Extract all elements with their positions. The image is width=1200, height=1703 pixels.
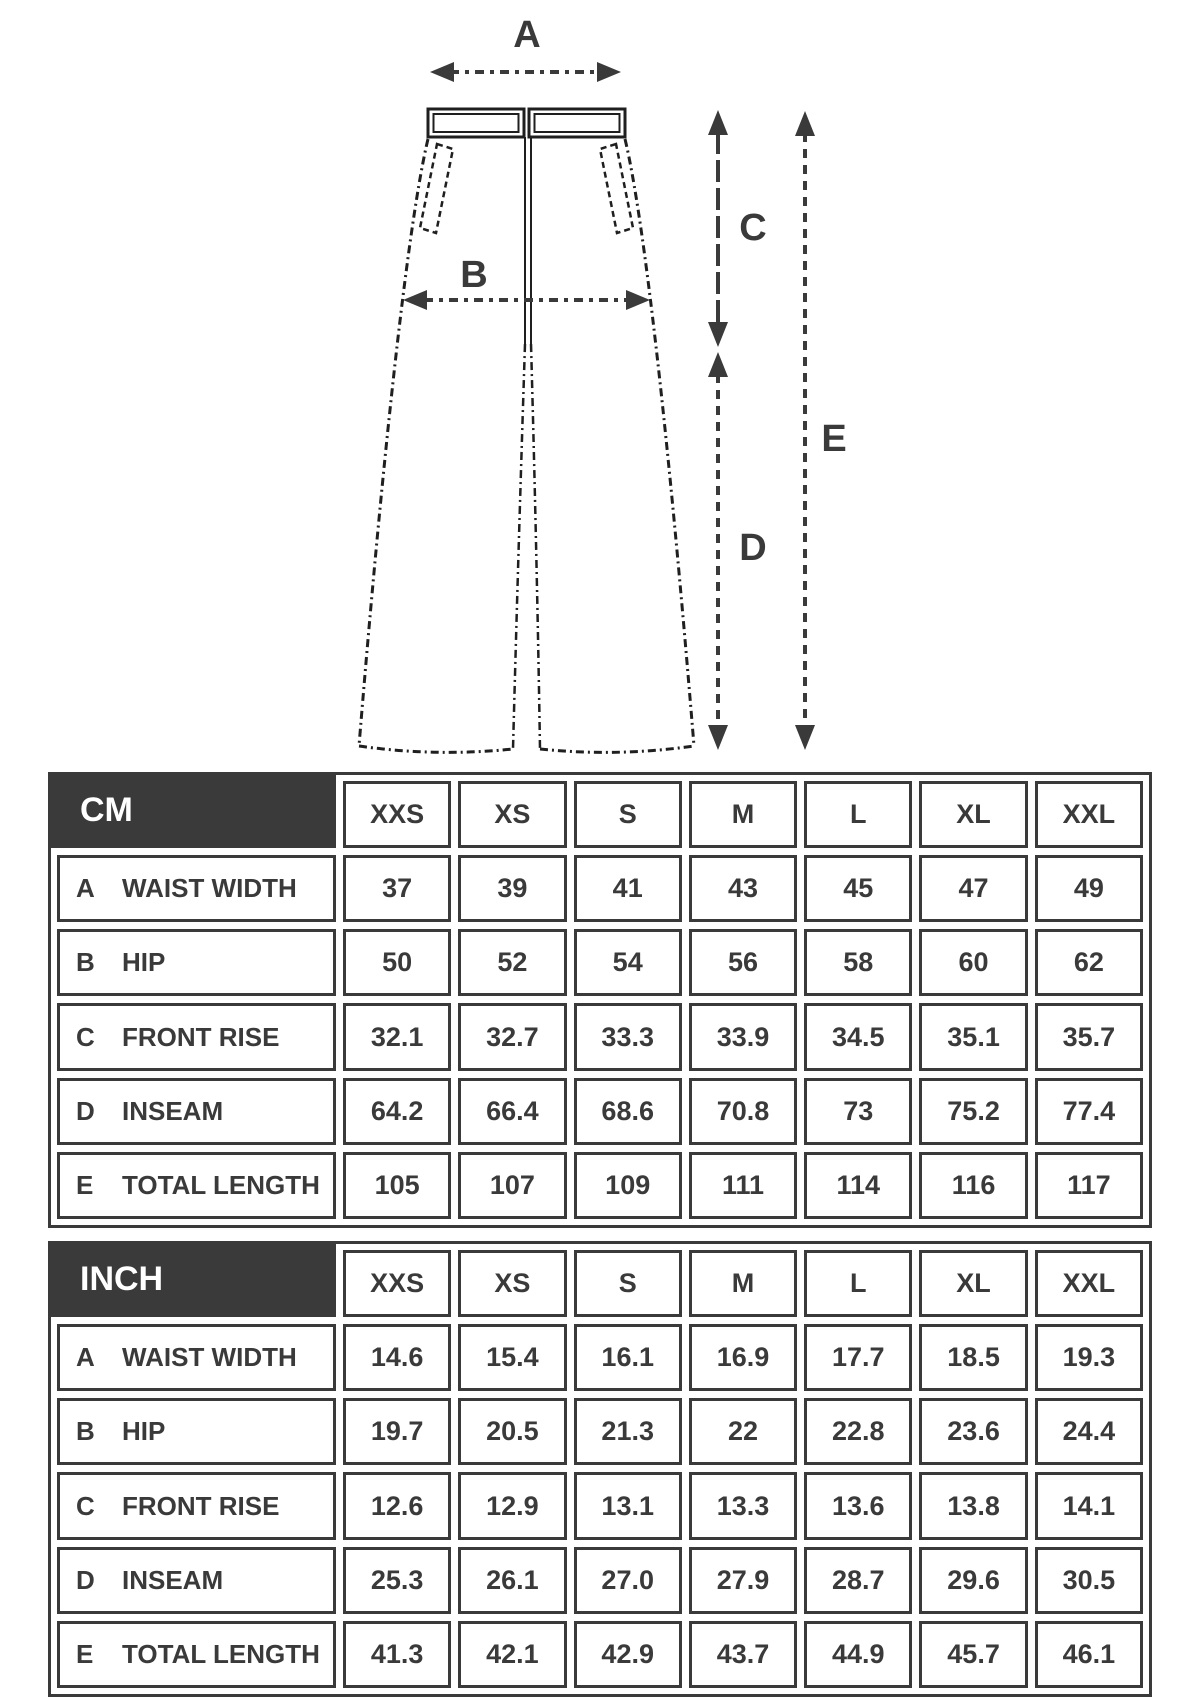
label-a: A — [513, 14, 541, 56]
size-header: XXS — [343, 781, 451, 848]
measure-arrow-e — [795, 111, 847, 750]
value-cell: 13.6 — [804, 1472, 912, 1539]
value-cell: 24.4 — [1035, 1398, 1143, 1465]
value-cell: 35.1 — [919, 1003, 1027, 1070]
row-label-hip — [57, 1398, 336, 1465]
value-cell: 73 — [804, 1078, 912, 1145]
measure-key: D — [76, 1564, 95, 1595]
value-cell: 47 — [919, 855, 1027, 922]
value-cell: 39 — [458, 855, 566, 922]
measure-key: A — [76, 1342, 95, 1373]
size-header: XS — [458, 1250, 566, 1317]
value-cell: 109 — [574, 1152, 682, 1219]
measure-name: WAIST WIDTH — [122, 1342, 297, 1373]
size-header: S — [574, 1250, 682, 1317]
size-header: XL — [919, 1250, 1027, 1317]
size-header: XXL — [1035, 1250, 1143, 1317]
waistband — [428, 109, 625, 137]
value-cell: 16.1 — [574, 1324, 682, 1391]
value-cell: 77.4 — [1035, 1078, 1143, 1145]
value-cell: 58 — [804, 929, 912, 996]
pants-measurement-diagram — [0, 0, 1200, 762]
measure-key: E — [76, 1169, 94, 1200]
measure-name: TOTAL LENGTH — [122, 1169, 320, 1200]
value-cell: 33.9 — [689, 1003, 797, 1070]
row-label-front-rise — [57, 1472, 336, 1539]
value-cell: 41.3 — [343, 1621, 451, 1688]
label-d: D — [739, 527, 767, 569]
size-header: XL — [919, 781, 1027, 848]
measure-arrow-b — [403, 254, 650, 310]
left-inner-leg — [513, 344, 525, 749]
value-cell: 27.9 — [689, 1547, 797, 1614]
value-cell: 54 — [574, 929, 682, 996]
right-inner-leg — [531, 344, 540, 749]
value-cell: 22.8 — [804, 1398, 912, 1465]
value-cell: 49 — [1035, 855, 1143, 922]
value-cell: 26.1 — [458, 1547, 566, 1614]
value-cell: 44.9 — [804, 1621, 912, 1688]
value-cell: 43.7 — [689, 1621, 797, 1688]
value-cell: 64.2 — [343, 1078, 451, 1145]
measure-name: HIP — [122, 1416, 166, 1447]
measure-name: INSEAM — [122, 1564, 224, 1595]
measure-key: C — [76, 1021, 95, 1052]
measure-arrow-a — [430, 14, 621, 82]
value-cell: 32.7 — [458, 1003, 566, 1070]
cm-size-table — [48, 772, 1152, 1228]
value-cell: 27.0 — [574, 1547, 682, 1614]
value-cell: 19.3 — [1035, 1324, 1143, 1391]
size-header: XXL — [1035, 781, 1143, 848]
pants-drawing — [359, 109, 694, 752]
unit-header-inch: INCH — [48, 1241, 336, 1317]
row-label-hip — [57, 929, 336, 996]
value-cell: 28.7 — [804, 1547, 912, 1614]
measure-name: FRONT RISE — [122, 1021, 280, 1052]
value-cell: 12.9 — [458, 1472, 566, 1539]
value-cell: 75.2 — [919, 1078, 1027, 1145]
value-cell: 45.7 — [919, 1621, 1027, 1688]
value-cell: 19.7 — [343, 1398, 451, 1465]
value-cell: 30.5 — [1035, 1547, 1143, 1614]
measure-key: E — [76, 1638, 94, 1669]
value-cell: 107 — [458, 1152, 566, 1219]
measure-key: D — [76, 1095, 95, 1126]
value-cell: 16.9 — [689, 1324, 797, 1391]
value-cell: 29.6 — [919, 1547, 1027, 1614]
measure-name: TOTAL LENGTH — [122, 1638, 320, 1669]
value-cell: 14.6 — [343, 1324, 451, 1391]
value-cell: 37 — [343, 855, 451, 922]
value-cell: 68.6 — [574, 1078, 682, 1145]
value-cell: 117 — [1035, 1152, 1143, 1219]
label-e: E — [821, 418, 847, 460]
value-cell: 18.5 — [919, 1324, 1027, 1391]
value-cell: 25.3 — [343, 1547, 451, 1614]
value-cell: 62 — [1035, 929, 1143, 996]
value-cell: 46.1 — [1035, 1621, 1143, 1688]
left-hem — [359, 746, 513, 752]
value-cell: 17.7 — [804, 1324, 912, 1391]
value-cell: 56 — [689, 929, 797, 996]
size-header: L — [804, 1250, 912, 1317]
value-cell: 42.9 — [574, 1621, 682, 1688]
value-cell: 45 — [804, 855, 912, 922]
right-hem — [540, 746, 694, 752]
value-cell: 13.1 — [574, 1472, 682, 1539]
value-cell: 114 — [804, 1152, 912, 1219]
measure-name: HIP — [122, 947, 166, 978]
size-header: M — [689, 1250, 797, 1317]
value-cell: 50 — [343, 929, 451, 996]
value-cell: 20.5 — [458, 1398, 566, 1465]
value-cell: 60 — [919, 929, 1027, 996]
value-cell: 43 — [689, 855, 797, 922]
right-side-seam — [625, 139, 694, 746]
measure-key: B — [76, 1416, 95, 1447]
value-cell: 32.1 — [343, 1003, 451, 1070]
value-cell: 33.3 — [574, 1003, 682, 1070]
value-cell: 13.8 — [919, 1472, 1027, 1539]
label-b: B — [460, 254, 488, 296]
value-cell: 116 — [919, 1152, 1027, 1219]
row-label-waist-width — [57, 1324, 336, 1391]
value-cell: 12.6 — [343, 1472, 451, 1539]
measure-key: B — [76, 947, 95, 978]
measure-name: INSEAM — [122, 1095, 224, 1126]
value-cell: 52 — [458, 929, 566, 996]
value-cell: 41 — [574, 855, 682, 922]
value-cell: 34.5 — [804, 1003, 912, 1070]
size-header: M — [689, 781, 797, 848]
value-cell: 66.4 — [458, 1078, 566, 1145]
row-label-total-length — [57, 1152, 336, 1219]
size-header: L — [804, 781, 912, 848]
value-cell: 21.3 — [574, 1398, 682, 1465]
size-header: XXS — [343, 1250, 451, 1317]
measure-arrow-c — [708, 110, 767, 347]
left-side-seam — [359, 139, 428, 746]
row-label-inseam — [57, 1078, 336, 1145]
label-c: C — [739, 207, 767, 249]
measure-name: FRONT RISE — [122, 1490, 280, 1521]
value-cell: 105 — [343, 1152, 451, 1219]
value-cell: 15.4 — [458, 1324, 566, 1391]
value-cell: 42.1 — [458, 1621, 566, 1688]
value-cell: 14.1 — [1035, 1472, 1143, 1539]
inch-size-table — [48, 1241, 1152, 1697]
measure-arrow-d — [708, 352, 767, 750]
value-cell: 35.7 — [1035, 1003, 1143, 1070]
unit-header-cm: CM — [48, 772, 336, 848]
row-label-front-rise — [57, 1003, 336, 1070]
measure-key: A — [76, 873, 95, 904]
value-cell: 13.3 — [689, 1472, 797, 1539]
measure-key: C — [76, 1490, 95, 1521]
value-cell: 111 — [689, 1152, 797, 1219]
row-label-total-length — [57, 1621, 336, 1688]
row-label-inseam — [57, 1547, 336, 1614]
size-header: S — [574, 781, 682, 848]
fly-line — [525, 137, 531, 344]
measure-name: WAIST WIDTH — [122, 873, 297, 904]
value-cell: 22 — [689, 1398, 797, 1465]
value-cell: 70.8 — [689, 1078, 797, 1145]
value-cell: 23.6 — [919, 1398, 1027, 1465]
size-header: XS — [458, 781, 566, 848]
row-label-waist-width — [57, 855, 336, 922]
